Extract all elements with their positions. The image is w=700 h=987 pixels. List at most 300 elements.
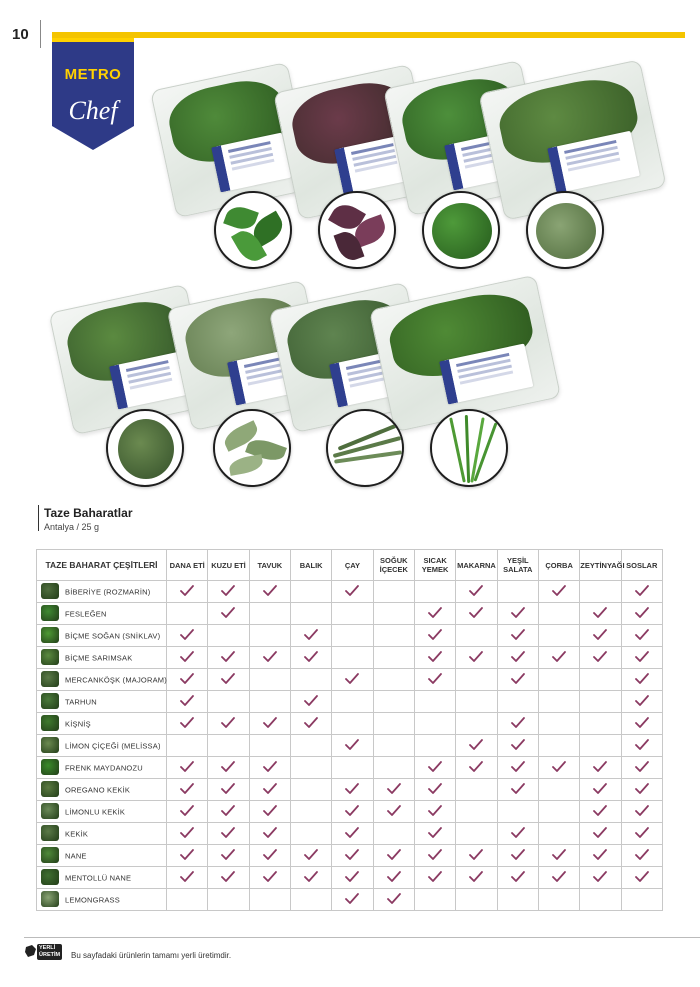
usage-cell	[456, 845, 497, 867]
usage-cell	[332, 867, 373, 889]
herb-name-cell	[37, 757, 167, 779]
checkmark-icon	[469, 651, 483, 663]
checkmark-icon	[263, 827, 277, 839]
usage-cell	[538, 713, 579, 735]
checkmark-icon	[221, 849, 235, 861]
herb-name: BİBERİYE (ROZMARİN)	[65, 586, 151, 596]
usage-cell	[249, 581, 290, 603]
usage-cell	[580, 647, 621, 669]
checkmark-icon	[387, 805, 401, 817]
checkmark-icon	[511, 739, 525, 751]
usage-cell	[414, 779, 455, 801]
usage-cell	[456, 603, 497, 625]
usage-cell	[332, 603, 373, 625]
checkmark-icon	[511, 629, 525, 641]
usage-cell	[249, 779, 290, 801]
herb-closeup-oregano	[106, 409, 184, 487]
herb-name-cell	[37, 691, 167, 713]
usage-cell	[497, 625, 538, 647]
usage-cell	[580, 845, 621, 867]
checkmark-icon	[511, 717, 525, 729]
usage-cell	[621, 603, 662, 625]
usage-cell	[249, 603, 290, 625]
usage-cell	[290, 779, 331, 801]
checkmark-icon	[180, 805, 194, 817]
usage-cell	[208, 669, 249, 691]
checkmark-icon	[511, 783, 525, 795]
usage-cell	[621, 581, 662, 603]
checkmark-icon	[263, 717, 277, 729]
usage-cell	[621, 713, 662, 735]
usage-cell	[249, 713, 290, 735]
usage-cell	[373, 713, 414, 735]
usage-cell	[538, 889, 579, 911]
usage-cell	[538, 647, 579, 669]
usage-cell	[580, 889, 621, 911]
checkmark-icon	[428, 783, 442, 795]
usage-cell	[621, 669, 662, 691]
checkmark-icon	[221, 871, 235, 883]
herb-thumbnail-icon	[41, 781, 59, 797]
checkmark-icon	[469, 761, 483, 773]
table-row	[37, 691, 663, 713]
checkmark-icon	[180, 651, 194, 663]
herb-closeup-purple-basil	[318, 191, 396, 269]
checkmark-icon	[428, 629, 442, 641]
checkmark-icon	[593, 607, 607, 619]
usage-cell	[621, 757, 662, 779]
usage-cell	[414, 867, 455, 889]
checkmark-icon	[304, 651, 318, 663]
checkmark-icon	[387, 783, 401, 795]
usage-cell	[332, 581, 373, 603]
usage-cell	[456, 581, 497, 603]
table-row	[37, 823, 663, 845]
checkmark-icon	[552, 871, 566, 883]
herb-thumbnail-icon	[41, 803, 59, 819]
checkmark-icon	[635, 761, 649, 773]
herb-name-cell	[37, 867, 167, 889]
usage-cell	[290, 691, 331, 713]
header-column: SOĞUK İÇECEK	[373, 550, 414, 581]
checkmark-icon	[635, 695, 649, 707]
usage-cell	[580, 801, 621, 823]
usage-cell	[373, 845, 414, 867]
usage-cell	[167, 757, 208, 779]
checkmark-icon	[552, 849, 566, 861]
usage-cell	[456, 713, 497, 735]
checkmark-icon	[428, 651, 442, 663]
usage-cell	[456, 823, 497, 845]
usage-cell	[249, 669, 290, 691]
usage-cell	[332, 735, 373, 757]
table-row	[37, 845, 663, 867]
usage-cell	[167, 845, 208, 867]
header-column: SOSLAR	[621, 550, 662, 581]
herb-thumbnail-icon	[41, 847, 59, 863]
usage-cell	[414, 581, 455, 603]
herb-thumbnail-icon	[41, 693, 59, 709]
header-column: KUZU ETİ	[208, 550, 249, 581]
product-photo-area	[0, 55, 700, 495]
checkmark-icon	[345, 805, 359, 817]
herb-usage-table	[36, 549, 663, 911]
checkmark-icon	[345, 783, 359, 795]
checkmark-icon	[221, 783, 235, 795]
checkmark-icon	[387, 871, 401, 883]
usage-cell	[167, 581, 208, 603]
checkmark-icon	[635, 805, 649, 817]
usage-cell	[414, 713, 455, 735]
usage-cell	[580, 691, 621, 713]
usage-cell	[249, 757, 290, 779]
usage-cell	[290, 713, 331, 735]
page-number-divider	[40, 20, 41, 48]
checkmark-icon	[180, 629, 194, 641]
herb-name-cell	[37, 845, 167, 867]
header-column: ÇORBA	[538, 550, 579, 581]
usage-cell	[167, 713, 208, 735]
checkmark-icon	[180, 827, 194, 839]
usage-cell	[456, 779, 497, 801]
herb-thumbnail-icon	[41, 583, 59, 599]
checkmark-icon	[469, 739, 483, 751]
usage-cell	[580, 581, 621, 603]
top-accent-bar	[52, 32, 685, 38]
checkmark-icon	[469, 849, 483, 861]
header-column: TAVUK	[249, 550, 290, 581]
usage-cell	[332, 691, 373, 713]
table-row	[37, 603, 663, 625]
usage-cell	[208, 801, 249, 823]
usage-cell	[249, 889, 290, 911]
usage-cell	[249, 845, 290, 867]
table-header-row	[37, 550, 663, 581]
checkmark-icon	[180, 585, 194, 597]
checkmark-icon	[221, 585, 235, 597]
herb-thumbnail-icon	[41, 715, 59, 731]
usage-cell	[373, 581, 414, 603]
header-column: MAKARNA	[456, 550, 497, 581]
usage-cell	[497, 735, 538, 757]
usage-cell	[373, 669, 414, 691]
checkmark-icon	[345, 673, 359, 685]
usage-cell	[290, 581, 331, 603]
checkmark-icon	[263, 585, 277, 597]
footer-divider	[24, 937, 700, 938]
herb-thumbnail-icon	[41, 605, 59, 621]
checkmark-icon	[304, 629, 318, 641]
usage-cell	[290, 647, 331, 669]
table-row	[37, 669, 663, 691]
usage-cell	[290, 823, 331, 845]
herb-name-cell	[37, 603, 167, 625]
checkmark-icon	[263, 871, 277, 883]
usage-cell	[414, 603, 455, 625]
checkmark-icon	[263, 805, 277, 817]
herb-name: KEKİK	[65, 828, 89, 838]
usage-cell	[208, 779, 249, 801]
usage-cell	[290, 669, 331, 691]
herb-name: MERCANKÖŞK (MAJORAM)	[65, 674, 167, 684]
usage-cell	[167, 735, 208, 757]
checkmark-icon	[428, 827, 442, 839]
usage-cell	[208, 603, 249, 625]
herb-name: LEMONGRASS	[65, 894, 120, 904]
checkmark-icon	[635, 629, 649, 641]
herb-thumbnail-icon	[41, 737, 59, 753]
header-column: ÇAY	[332, 550, 373, 581]
checkmark-icon	[345, 739, 359, 751]
usage-cell	[249, 691, 290, 713]
usage-cell	[580, 735, 621, 757]
usage-cell	[538, 757, 579, 779]
checkmark-icon	[180, 783, 194, 795]
checkmark-icon	[593, 871, 607, 883]
checkmark-icon	[263, 651, 277, 663]
usage-cell	[373, 779, 414, 801]
herb-thumbnail-icon	[41, 759, 59, 775]
usage-cell	[208, 889, 249, 911]
usage-cell	[621, 691, 662, 713]
usage-cell	[332, 823, 373, 845]
usage-cell	[538, 581, 579, 603]
usage-cell	[414, 845, 455, 867]
usage-cell	[414, 889, 455, 911]
herb-closeup-thyme	[526, 191, 604, 269]
checkmark-icon	[180, 849, 194, 861]
table-row	[37, 779, 663, 801]
header-column: ZEYTİNYAĞI	[580, 550, 621, 581]
herb-name-cell	[37, 779, 167, 801]
usage-cell	[249, 867, 290, 889]
herb-name: BİÇME SOĞAN (SNİKLAV)	[65, 630, 161, 640]
usage-cell	[456, 647, 497, 669]
usage-cell	[167, 889, 208, 911]
usage-cell	[456, 867, 497, 889]
usage-cell	[538, 691, 579, 713]
table-row	[37, 581, 663, 603]
usage-cell	[414, 691, 455, 713]
checkmark-icon	[263, 849, 277, 861]
usage-cell	[167, 669, 208, 691]
checkmark-icon	[635, 651, 649, 663]
checkmark-icon	[593, 629, 607, 641]
usage-cell	[167, 603, 208, 625]
usage-cell	[373, 735, 414, 757]
usage-cell	[621, 779, 662, 801]
checkmark-icon	[345, 827, 359, 839]
usage-cell	[580, 867, 621, 889]
checkmark-icon	[428, 805, 442, 817]
usage-cell	[167, 823, 208, 845]
usage-cell	[249, 647, 290, 669]
checkmark-icon	[263, 783, 277, 795]
checkmark-icon	[345, 893, 359, 905]
usage-cell	[580, 625, 621, 647]
usage-cell	[373, 889, 414, 911]
checkmark-icon	[635, 739, 649, 751]
herb-thumbnail-icon	[41, 869, 59, 885]
usage-cell	[249, 823, 290, 845]
usage-cell	[290, 867, 331, 889]
header-column: BALIK	[290, 550, 331, 581]
herb-thumbnail-icon	[41, 891, 59, 907]
herb-closeup-basil	[214, 191, 292, 269]
yerli-uretim-badge	[24, 943, 64, 961]
usage-cell	[373, 691, 414, 713]
checkmark-icon	[511, 673, 525, 685]
page-number: 10	[12, 26, 29, 43]
herb-thumbnail-icon	[41, 671, 59, 687]
usage-cell	[414, 647, 455, 669]
usage-cell	[249, 625, 290, 647]
usage-cell	[497, 757, 538, 779]
usage-cell	[456, 625, 497, 647]
checkmark-icon	[180, 761, 194, 773]
checkmark-icon	[263, 761, 277, 773]
checkmark-icon	[552, 585, 566, 597]
usage-cell	[414, 735, 455, 757]
header-column: DANA ETİ	[167, 550, 208, 581]
usage-cell	[373, 823, 414, 845]
herb-name-cell	[37, 713, 167, 735]
table-row	[37, 735, 663, 757]
section-title-rule	[38, 505, 39, 531]
usage-cell	[456, 889, 497, 911]
checkmark-icon	[593, 849, 607, 861]
usage-cell	[290, 801, 331, 823]
usage-cell	[290, 889, 331, 911]
usage-cell	[332, 625, 373, 647]
checkmark-icon	[511, 871, 525, 883]
usage-cell	[208, 625, 249, 647]
usage-cell	[621, 801, 662, 823]
checkmark-icon	[428, 673, 442, 685]
checkmark-icon	[428, 761, 442, 773]
usage-cell	[167, 647, 208, 669]
usage-cell	[208, 581, 249, 603]
table-row	[37, 757, 663, 779]
checkmark-icon	[345, 585, 359, 597]
usage-cell	[580, 713, 621, 735]
checkmark-icon	[511, 827, 525, 839]
usage-cell	[373, 801, 414, 823]
usage-cell	[332, 779, 373, 801]
usage-cell	[621, 867, 662, 889]
herb-name-cell	[37, 889, 167, 911]
usage-cell	[414, 823, 455, 845]
usage-cell	[290, 603, 331, 625]
checkmark-icon	[635, 783, 649, 795]
checkmark-icon	[304, 695, 318, 707]
checkmark-icon	[221, 717, 235, 729]
checkmark-icon	[635, 717, 649, 729]
usage-cell	[167, 779, 208, 801]
checkmark-icon	[469, 585, 483, 597]
usage-cell	[290, 757, 331, 779]
usage-cell	[332, 801, 373, 823]
checkmark-icon	[593, 805, 607, 817]
usage-cell	[497, 823, 538, 845]
herb-thumbnail-icon	[41, 649, 59, 665]
usage-cell	[538, 603, 579, 625]
herb-name-cell	[37, 625, 167, 647]
usage-cell	[497, 867, 538, 889]
usage-cell	[332, 647, 373, 669]
usage-cell	[497, 691, 538, 713]
usage-cell	[538, 669, 579, 691]
table-row	[37, 867, 663, 889]
usage-cell	[538, 779, 579, 801]
usage-cell	[332, 713, 373, 735]
checkmark-icon	[428, 607, 442, 619]
usage-cell	[538, 823, 579, 845]
usage-cell	[332, 757, 373, 779]
usage-cell	[456, 669, 497, 691]
herb-closeup-chives	[430, 409, 508, 487]
table-row	[37, 713, 663, 735]
checkmark-icon	[593, 827, 607, 839]
checkmark-icon	[221, 607, 235, 619]
checkmark-icon	[593, 761, 607, 773]
usage-cell	[373, 647, 414, 669]
checkmark-icon	[221, 827, 235, 839]
usage-cell	[621, 647, 662, 669]
usage-cell	[414, 757, 455, 779]
usage-cell	[456, 735, 497, 757]
herb-closeup-rosemary	[326, 409, 404, 487]
checkmark-icon	[635, 849, 649, 861]
herb-thumbnail-icon	[41, 627, 59, 643]
checkmark-icon	[511, 761, 525, 773]
checkmark-icon	[345, 871, 359, 883]
usage-cell	[497, 889, 538, 911]
herb-closeup-sage	[213, 409, 291, 487]
checkmark-icon	[387, 893, 401, 905]
header-column: SICAK YEMEK	[414, 550, 455, 581]
usage-cell	[290, 845, 331, 867]
checkmark-icon	[635, 607, 649, 619]
usage-cell	[208, 845, 249, 867]
usage-cell	[538, 801, 579, 823]
checkmark-icon	[635, 673, 649, 685]
checkmark-icon	[304, 871, 318, 883]
checkmark-icon	[304, 717, 318, 729]
usage-cell	[538, 735, 579, 757]
checkmark-icon	[304, 849, 318, 861]
checkmark-icon	[180, 673, 194, 685]
usage-cell	[208, 735, 249, 757]
usage-cell	[621, 823, 662, 845]
usage-cell	[208, 757, 249, 779]
table-row	[37, 625, 663, 647]
checkmark-icon	[345, 849, 359, 861]
checkmark-icon	[428, 871, 442, 883]
usage-cell	[167, 867, 208, 889]
usage-cell	[621, 735, 662, 757]
usage-cell	[621, 845, 662, 867]
usage-cell	[332, 889, 373, 911]
checkmark-icon	[511, 607, 525, 619]
usage-cell	[538, 625, 579, 647]
table-row	[37, 889, 663, 911]
usage-cell	[414, 801, 455, 823]
usage-cell	[373, 867, 414, 889]
usage-cell	[373, 603, 414, 625]
checkmark-icon	[469, 607, 483, 619]
usage-cell	[208, 691, 249, 713]
